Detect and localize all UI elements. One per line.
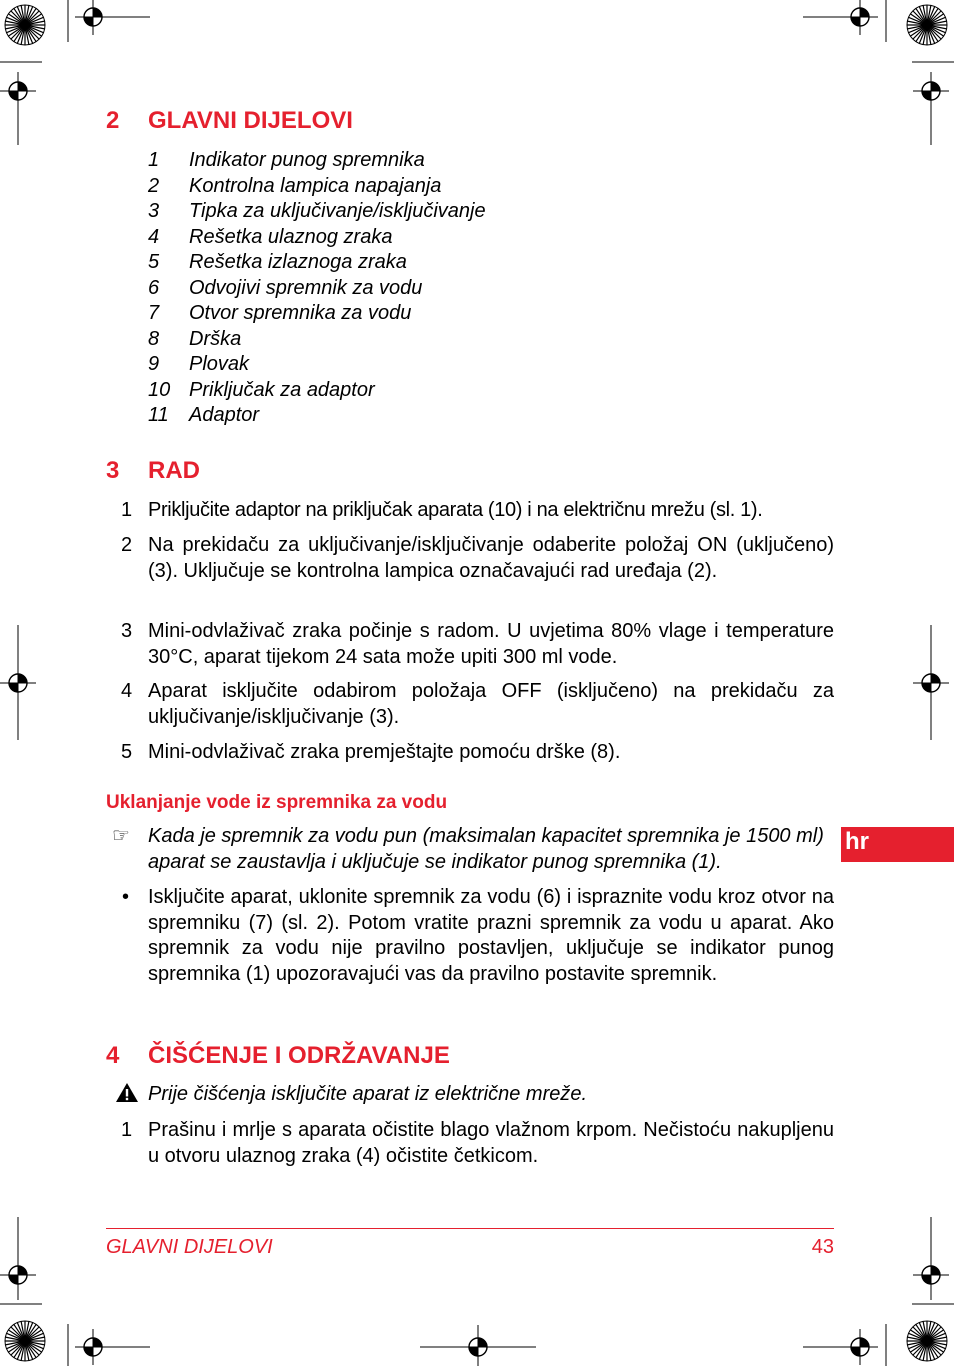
section-number: 2: [106, 107, 120, 134]
part-label: Drška: [189, 327, 242, 350]
part-number: 10: [148, 378, 171, 401]
bullet-dot: •: [122, 886, 130, 908]
part-label: Tipka za uključivanje/isključivanje: [189, 200, 486, 222]
step-number: 2: [121, 534, 133, 556]
part-label: Priključak za adaptor: [189, 378, 375, 401]
section-title: ČIŠĆENJE I ODRŽAVANJE: [148, 1042, 450, 1069]
pointing-hand-icon: ☞: [112, 825, 130, 847]
warning-text: Prije čišćenja isključite aparat iz električne mreže.: [148, 1083, 588, 1105]
section-title: GLAVNI DIJELOVI: [148, 107, 353, 134]
note-text: Kada je spremnik za vodu pun (maksimalan kapacitet spremnika je 1500 ml) aparat se zaustavlja i uključuje se indikator punog spremnika (1).: [148, 825, 824, 873]
section-number: 4: [106, 1042, 120, 1069]
step-number: 1: [121, 499, 133, 521]
part-number: 1: [148, 149, 160, 171]
part-label: Rešetka ulaznog zraka: [189, 225, 393, 248]
language-code: hr: [845, 828, 869, 855]
footer-section-title: GLAVNI DIJELOVI: [106, 1236, 273, 1258]
step-number: 3: [121, 620, 133, 642]
step-text: Aparat isključite odabirom položaja OFF (isključeno) na prekidaču za uključivanje/isključivanje (3).: [148, 680, 834, 728]
step-text: Prašinu i mrlje s aparata očistite blago vlažnom krpom. Nečistoću nakupljenu u otvoru ulaznog zraka (4) očistite četkicom.: [148, 1119, 834, 1167]
part-label: Kontrolna lampica napajanja: [189, 174, 442, 197]
part-label: Otvor spremnika za vodu: [189, 302, 412, 324]
part-number: 3: [148, 200, 160, 222]
step-number: 4: [121, 680, 133, 702]
part-number: 11: [148, 404, 169, 426]
part-number: 2: [148, 174, 160, 197]
part-number: 8: [148, 327, 160, 350]
part-label: Odvojivi spremnik za vodu: [189, 276, 423, 299]
part-label: Plovak: [189, 353, 250, 375]
step-number: 1: [121, 1119, 133, 1141]
part-number: 5: [148, 251, 160, 273]
step-text: Mini-odvlaživač zraka počinje s radom. U uvjetima 80% vlage i temperature 30°C, aparat tijekom 24 sata može upiti 300 ml vode.: [148, 620, 834, 668]
part-number: 7: [148, 302, 160, 324]
part-label: Adaptor: [189, 404, 260, 426]
step-number: 5: [121, 741, 133, 763]
step-text: Mini-odvlaživač zraka premještajte pomoću drške (8).: [148, 741, 621, 763]
step-text: Priključite adaptor na priključak aparata (10) i na električnu mrežu (sl. 1).: [148, 499, 763, 521]
part-label: Rešetka izlaznoga zraka: [189, 251, 407, 273]
part-number: 9: [148, 353, 160, 375]
section-title: RAD: [148, 457, 200, 484]
part-label: Indikator punog spremnika: [189, 149, 425, 171]
page-number: 43: [811, 1236, 834, 1258]
part-number: 4: [148, 225, 160, 248]
bullet-text: Isključite aparat, uklonite spremnik za vodu (6) i ispraznite vodu kroz otvor na spremniku (7) (sl. 2). Potom vratite prazni spremnik za vodu u aparat. Ako spremnik za vodu nije pravilno postavljen, uključuje se indikator punog spremnika (1) upozoravajući vas da pravilno postavite spremnik.: [148, 886, 834, 985]
step-text: Na prekidaču za uključivanje/isključivanje odaberite položaj ON (uključeno) (3). Uključuje se kontrolna lampica označavajući rad uređaja (2).: [148, 534, 834, 582]
subsection-heading: Uklanjanje vode iz spremnika za vodu: [106, 792, 448, 813]
part-number: 6: [148, 276, 160, 299]
section-number: 3: [106, 457, 120, 484]
